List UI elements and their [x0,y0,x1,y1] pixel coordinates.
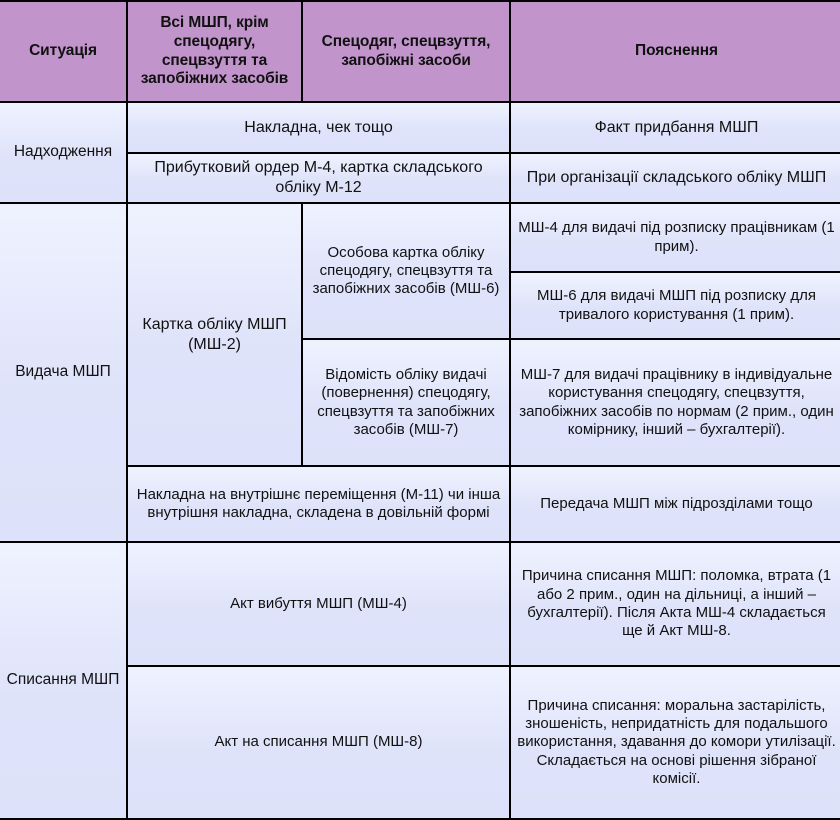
explanation-msh7-vydacha: МШ-7 для видачі працівнику в індивідуальне користування спецодягу, спецвзуття, запобіжних засобів по нормам (2 прим., один комірнику, інший – бухгалтерії). [510,339,840,466]
table-header-row [0,1,840,102]
explanation-msh6-vydacha: МШ-6 для видачі МШП під розписку для тривалого користування (1 прим). [510,272,840,339]
document-akt-na-spysannya-msh8: Акт на списання МШП (МШ-8) [127,666,510,819]
explanation-skladskyi-oblik: При організації складського обліку МШП [510,153,840,203]
situation-vydacha-mshp: Видача МШП [0,203,127,542]
situation-spysannya-mshp: Списання МШП [0,542,127,819]
document-vidomist-obliku-msh7: Відомість обліку видачі (повернення) спецодягу, спецвзуття та запобіжних засобів (МШ-7) [302,339,510,466]
document-prybutkovyi-order-m4: Прибутковий ордер М-4, картка складського обліку М-12 [127,153,510,203]
header-all-mshp: Всі МШП, крім спецодягу, спецвзуття та запобіжних засобів [127,1,302,102]
document-nakladna-vnutrishnye-peremishchennya: Накладна на внутрішнє переміщення (М-11) чи інша внутрішня накладна, складена в довільній формі [127,466,510,542]
explanation-prychyna-spysannya-polomka: Причина списання МШП: поломка, втрата (1 або 2 прим., один на дільниці, а інший – бухгалтерії). Після Акта МШ-4 складається ще й Акт МШ-8. [510,542,840,666]
header-situation: Ситуація [0,1,127,102]
header-special-items: Спецодяг, спецвзуття, запобіжні засоби [302,1,510,102]
document-nakladna-chek: Накладна, чек тощо [127,102,510,153]
document-osobova-kartka-msh6: Особова картка обліку спецодягу, спецвзуття та запобіжних засобів (МШ-6) [302,203,510,339]
table-row [0,102,840,153]
header-explanation: Пояснення [510,1,840,102]
table-row [0,203,840,272]
document-kartka-obliku-mshp-m2: Картка обліку МШП (МШ-2) [127,203,302,466]
explanation-fakt-prydbannya: Факт придбання МШП [510,102,840,153]
situation-nadhodzhennya: Надходження [0,102,127,203]
explanation-prychyna-spysannya-moralna: Причина списання: моральна застарілість, зношеність, непридатність для подальшого використання, здавання до комори утилізації. Складається на основі рішення зібраної комісії. [510,666,840,819]
explanation-peredacha-mizh-pidrozdilamy: Передача МШП між підрозділами тощо [510,466,840,542]
table-row [0,542,840,666]
explanation-msh4-vydacha: МШ-4 для видачі під розписку працівникам (1 прим). [510,203,840,272]
document-akt-vybuttya-msh4: Акт вибуття МШП (МШ-4) [127,542,510,666]
